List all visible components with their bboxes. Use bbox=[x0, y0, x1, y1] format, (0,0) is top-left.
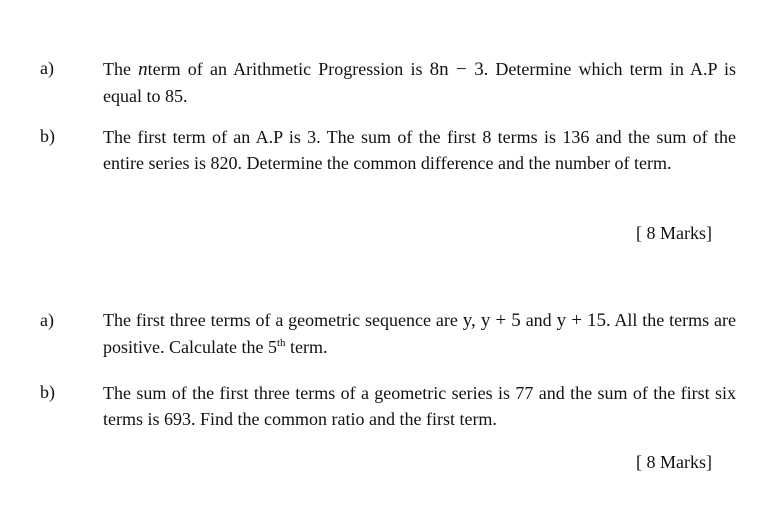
q1a-math-n: n bbox=[138, 59, 148, 80]
q2a-text-3: . All the terms are positive. Calculate the 5 bbox=[103, 310, 736, 357]
question-2a-label: a) bbox=[40, 310, 54, 330]
question-2a-text bbox=[103, 307, 736, 360]
q1a-text-2: term of an Arithmetic Progression is bbox=[147, 59, 423, 79]
marks-2: [ 8 Marks] bbox=[636, 452, 712, 472]
q1a-math-expr: 8n − 3 bbox=[429, 59, 484, 80]
question-2b-label: b) bbox=[40, 382, 55, 402]
question-1a-label: a) bbox=[40, 58, 54, 78]
q1a-text-3: . Determine which term in A.P is equal to 85. bbox=[103, 59, 737, 106]
question-2b-text: The sum of the first three terms of a geometric series is 77 and the sum of the first six terms is 693. Find the common ratio and the first term. bbox=[103, 383, 736, 429]
q1a-text-1: The bbox=[103, 59, 131, 79]
q2a-math-terms: y, y + 5 bbox=[462, 310, 521, 331]
q2a-math-term3: y + 15 bbox=[556, 310, 607, 331]
question-1b-text: The first term of an A.P is 3. The sum of the first 8 terms is 136 and the sum of the entire series is 820. Determine the common difference and the number of term. bbox=[103, 127, 736, 173]
question-1a-text bbox=[103, 56, 736, 109]
q2a-text-2: and bbox=[525, 310, 552, 330]
q2a-text-1: The first three terms of a geometric sequence are bbox=[103, 310, 458, 330]
q2a-superscript: th bbox=[276, 337, 286, 349]
question-1b-label: b) bbox=[40, 126, 55, 146]
q2a-text-4: term. bbox=[285, 337, 328, 357]
marks-1: [ 8 Marks] bbox=[636, 223, 712, 243]
